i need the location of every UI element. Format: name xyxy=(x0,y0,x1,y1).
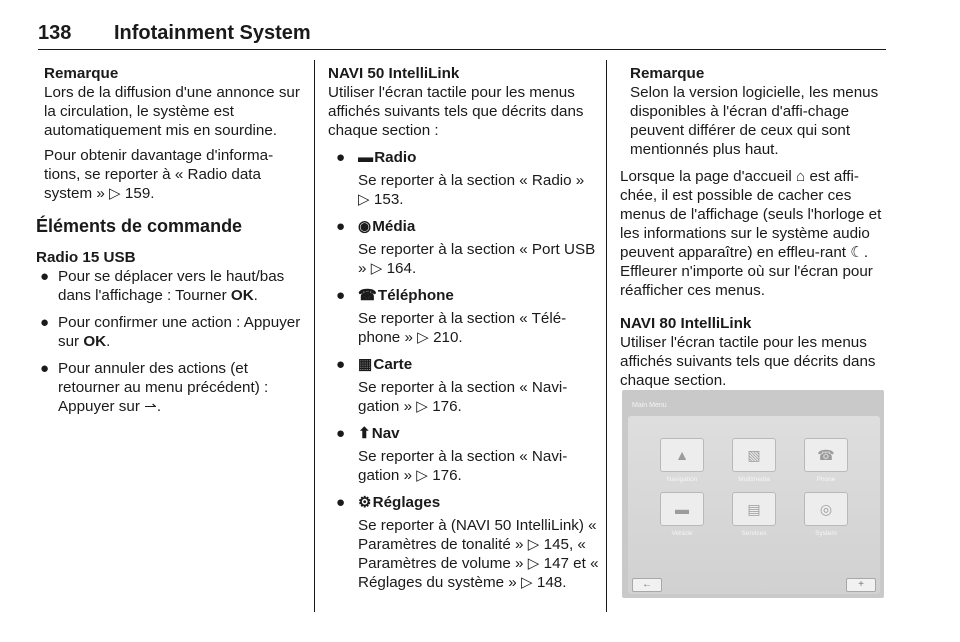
tile-label: Phone xyxy=(816,476,836,483)
column-divider-1 xyxy=(314,60,315,612)
reference-arrow-icon: ▷ xyxy=(417,329,429,346)
tile-label: Vehicle xyxy=(671,530,693,537)
tile-label: Navigation xyxy=(666,476,698,483)
page-header xyxy=(38,22,886,50)
plus-icon: + xyxy=(846,578,876,592)
column-divider-2 xyxy=(606,60,607,612)
reference-arrow-icon: ▷ xyxy=(520,574,533,591)
reference-arrow-icon: ▷ xyxy=(527,536,540,553)
remark-title: Remarque xyxy=(44,65,119,82)
reference-arrow-icon: ▷ xyxy=(416,467,428,484)
menu-item-label: Réglages xyxy=(372,494,441,511)
reference-arrow-icon: ▷ xyxy=(416,398,428,415)
bullet-icon: ● xyxy=(40,360,50,377)
reference-arrow-icon: ▷ xyxy=(109,185,121,202)
nav-arrow-icon: ⬆ xyxy=(358,425,371,442)
menu-item-settings xyxy=(328,493,600,512)
remark-box-2 xyxy=(620,64,886,159)
screen-title: Main Menu xyxy=(632,402,667,409)
main-menu-screenshot xyxy=(622,390,884,598)
menu-item-desc: Se reporter à la section « Télé-phone » ▷ 210. xyxy=(358,310,567,346)
navi50-intro: Utiliser l'écran tactile pour les menus affichés suivants tels que décrits dans chaque section : xyxy=(328,84,584,139)
back-arrow-icon: ← xyxy=(632,578,662,592)
phone-tile xyxy=(804,438,848,472)
navi80-heading: NAVI 80 IntelliLink xyxy=(620,315,752,332)
more-info-paragraph xyxy=(44,146,306,203)
system-icon: ◎ xyxy=(819,501,833,517)
screen-panel xyxy=(628,416,880,594)
home-icon: ⌂ xyxy=(796,168,806,185)
bullet-icon: ● xyxy=(40,314,50,331)
vehicle-tile xyxy=(660,492,704,526)
navigation-icon: ▲ xyxy=(675,447,689,463)
radio-heading: Radio 15 USB xyxy=(36,249,136,266)
list-item xyxy=(36,313,306,351)
column-2 xyxy=(328,64,600,592)
bullet-tail: . xyxy=(106,333,111,350)
menu-item-label: Téléphone xyxy=(377,287,454,304)
remark-title: Remarque xyxy=(630,65,705,82)
remark-box-1 xyxy=(44,64,306,140)
list-item xyxy=(36,359,306,416)
bullet-bold: OK xyxy=(230,287,254,304)
reference-arrow-icon: ▷ xyxy=(358,191,370,208)
navi80-intro: Utiliser l'écran tactile pour les menus affichés suivants tels que décrits dans chaque section. xyxy=(620,334,876,389)
page-title: Infotainment System xyxy=(114,22,311,44)
back-arrow-icon: ⇀. xyxy=(144,398,162,415)
menu-item-nav xyxy=(328,424,600,443)
menu-item-desc: Se reporter à la section « Radio » ▷ 153. xyxy=(358,172,585,208)
more-info-text: Pour obtenir davantage d'informa-tions, se reporter à « Radio data system » xyxy=(44,147,274,202)
bullet-icon: ● xyxy=(336,425,346,442)
page-number: 138 xyxy=(38,22,72,44)
vehicle-icon: ▬ xyxy=(675,501,689,517)
tile-label: System xyxy=(815,530,837,537)
column-3 xyxy=(620,64,886,390)
bullet-icon: ● xyxy=(336,149,346,166)
bullet-icon: ● xyxy=(40,268,50,285)
reference-arrow-icon: ▷ xyxy=(370,260,383,277)
column-1 xyxy=(36,64,306,424)
radio-icon: ▬ xyxy=(358,149,374,166)
settings-gear-icon: ⚙ xyxy=(358,494,372,511)
services-icon: ▤ xyxy=(747,501,761,517)
menu-item-phone xyxy=(328,286,600,305)
phone-icon: ☎ xyxy=(817,447,835,463)
menu-item-label: Radio xyxy=(374,149,417,166)
menu-item-desc: Se reporter à la section « Port USB » ▷ 164. xyxy=(358,241,596,277)
tile-label: Services xyxy=(741,530,767,537)
menu-item-map xyxy=(328,355,600,374)
reference-arrow-icon: ▷ xyxy=(527,555,540,572)
menu-item-label: Nav xyxy=(371,425,400,442)
bullet-bold: OK xyxy=(83,333,107,350)
phone-icon: ☎ xyxy=(358,287,377,304)
bullet-text: Pour annuler des actions (et retourner au menu précédent) : Appuyer sur xyxy=(58,360,269,415)
media-icon: ◉ xyxy=(358,218,372,235)
map-icon: ▦ xyxy=(358,356,373,373)
multimedia-tile xyxy=(732,438,776,472)
tile-label: Multimedia xyxy=(738,476,770,483)
more-info-ref: 159. xyxy=(124,185,155,202)
controls-heading: Éléments de commande xyxy=(36,216,243,236)
bullet-tail: . xyxy=(253,287,258,304)
list-item xyxy=(36,267,306,305)
moon-icon: ☾ xyxy=(850,244,864,261)
navigation-tile xyxy=(660,438,704,472)
remark-text: Lors de la diffusion d'une annonce sur la circulation, le système est automatiquement mis en sourdine. xyxy=(44,84,300,139)
multimedia-icon: ▧ xyxy=(747,447,761,463)
menu-item-radio xyxy=(328,148,600,167)
menu-item-desc: Se reporter à la section « Navi-gation » ▷ 176. xyxy=(358,379,568,415)
menu-item-desc: Se reporter à la section « Navi-gation » ▷ 176. xyxy=(358,448,568,484)
services-tile xyxy=(732,492,776,526)
bullet-icon: ● xyxy=(336,494,346,511)
home-paragraph: Lorsque la page d'accueil ⌂ est affi-chée, il est possible de cacher ces menus de l'affichage (seuls l'horloge et les informations sur le système audio peuvent apparaître) en effleu-rant ☾. Effleurer n'importe où sur l'écran pour réafficher ces menus. xyxy=(620,168,882,299)
menu-item-label: Carte xyxy=(373,356,413,373)
bullet-icon: ● xyxy=(336,218,346,235)
bullet-icon: ● xyxy=(336,287,346,304)
bullet-icon: ● xyxy=(336,356,346,373)
menu-item-media xyxy=(328,217,600,236)
bullet-text: Pour se déplacer vers le haut/bas dans l'affichage : Tourner xyxy=(58,268,285,304)
bullet-text: Pour confirmer une action : Appuyer sur xyxy=(58,314,301,350)
system-tile xyxy=(804,492,848,526)
navi50-heading: NAVI 50 IntelliLink xyxy=(328,65,460,82)
remark-text: Selon la version logicielle, les menus disponibles à l'écran d'affi-chage peuvent différer de ceux qui sont mentionnés plus haut. xyxy=(630,84,879,158)
menu-item-desc: Se reporter à (NAVI 50 IntelliLink) « Paramètres de tonalité » ▷ 145, « Paramètres de volume » ▷ 147 et « Réglages du système » ▷ 148. xyxy=(358,517,599,591)
menu-item-label: Média xyxy=(372,218,416,235)
